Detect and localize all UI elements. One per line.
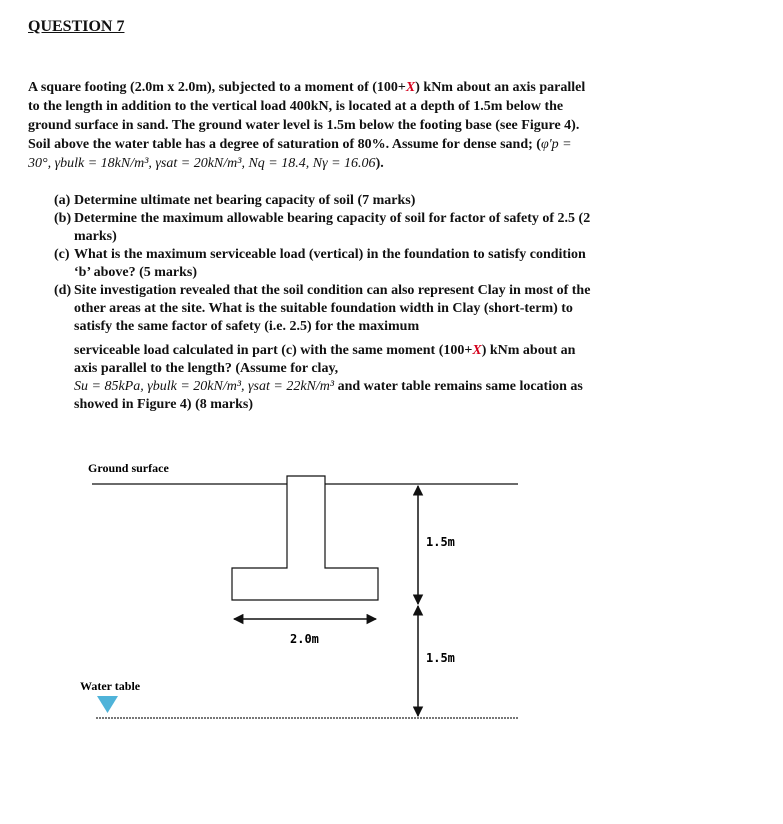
intro-text-2: ) kNm about an axis parallel to the length in addition to the vertical load 400kN, is located at a depth of 1.5m below the ground surface in sand. The ground water level is 1.5m below the footing base (see Figure 4). Soil above the water table has a degree of saturation of 80%. Assume for dense sand; (	[28, 80, 586, 152]
part-d	[54, 282, 594, 336]
part-d-text-2b: ) kNm about an axis parallel to the length? (Assume for clay,	[74, 343, 576, 376]
water-depth-label: 1.5m	[426, 651, 455, 665]
question-title: QUESTION 7	[28, 18, 125, 35]
part-d-text-2a: serviceable load calculated in part (c) with the same moment (100+	[74, 343, 473, 358]
footing-outline	[232, 476, 378, 600]
part-b	[54, 210, 594, 246]
width-dimension-label: 2.0m	[290, 632, 319, 646]
water-table-triangle-icon	[97, 696, 118, 713]
x-variable: X	[405, 80, 416, 95]
question-parts	[54, 192, 594, 414]
x-variable-d: X	[472, 343, 482, 358]
part-c-text: What is the maximum serviceable load (vertical) in the foundation to satisfy condition ‘b’ above? (5 marks)	[74, 247, 586, 280]
ground-surface-label: Ground surface	[88, 461, 169, 475]
question-intro	[28, 78, 588, 173]
part-a	[54, 192, 594, 210]
intro-text-1: A square footing (2.0m x 2.0m), subjected to a moment of (100+	[28, 80, 406, 95]
part-c-label: (c)	[54, 247, 70, 262]
part-b-text: Determine the maximum allowable bearing capacity of soil for factor of safety of 2.5 (2 marks)	[74, 211, 591, 244]
part-c	[54, 246, 594, 282]
intro-text-3: ).	[375, 156, 384, 171]
part-d-text-3: and water table remains same location as showed in Figure 4) (8 marks)	[74, 379, 583, 412]
water-table-label: Water table	[80, 679, 141, 693]
sand-parameters: φ'p = 30°, γbulk = 18kN/m³, γsat = 20kN/m³, Nq = 18.4, Nγ = 16.06	[28, 137, 572, 171]
depth-dimension-label: 1.5m	[426, 535, 455, 549]
clay-parameters: Su = 85kPa, γbulk = 20kN/m³, γsat = 22kN/m³	[74, 379, 335, 394]
part-d-text-1: Site investigation revealed that the soil condition can also represent Clay in most of the other areas at the site. What is the suitable foundation width in Clay (short-term) to satisfy the same factor of safety (i.e. 2.5) for the maximum	[74, 283, 591, 334]
part-a-text: Determine ultimate net bearing capacity of soil (7 marks)	[74, 193, 416, 208]
part-d-continued	[54, 342, 594, 414]
part-a-label: (a)	[54, 193, 71, 208]
part-b-label: (b)	[54, 211, 72, 226]
figure-4-diagram	[0, 440, 783, 740]
part-d-label: (d)	[54, 283, 72, 298]
